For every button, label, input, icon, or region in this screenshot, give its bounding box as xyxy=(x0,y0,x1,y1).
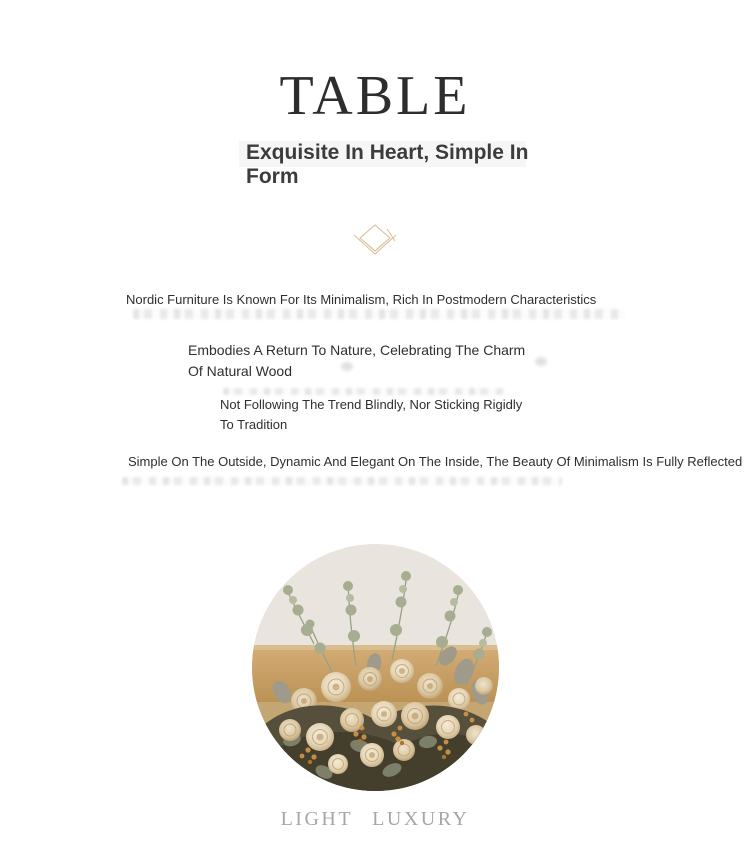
faded-text-smudge-1 xyxy=(133,309,625,319)
product-subtitle: Exquisite In Heart, Simple In Form xyxy=(246,141,529,188)
faded-mark-right xyxy=(535,357,547,366)
faded-text-smudge-3 xyxy=(122,477,562,485)
faded-mark-left xyxy=(341,362,353,371)
statement-line-3: Not Following The Trend Blindly, Nor Sticking Rigidly To Tradition xyxy=(220,397,523,432)
faded-text-smudge-2 xyxy=(223,388,505,395)
statement-line-2: Embodies A Return To Nature, Celebrating The Charm Of Natural Wood xyxy=(188,342,526,379)
bouquet-photo xyxy=(252,544,499,791)
diamond-ornament-icon xyxy=(349,221,401,261)
statement-line-4: Simple On The Outside, Dynamic And Elegant On The Inside, The Beauty Of Minimalism Is Fully Reflected xyxy=(128,454,743,469)
product-title: TABLE xyxy=(279,65,471,127)
brand-tagline: LIGHT LUXURY xyxy=(280,808,470,830)
statement-line-1: Nordic Furniture Is Known For Its Minimalism, Rich In Postmodern Characteristics xyxy=(126,292,597,307)
